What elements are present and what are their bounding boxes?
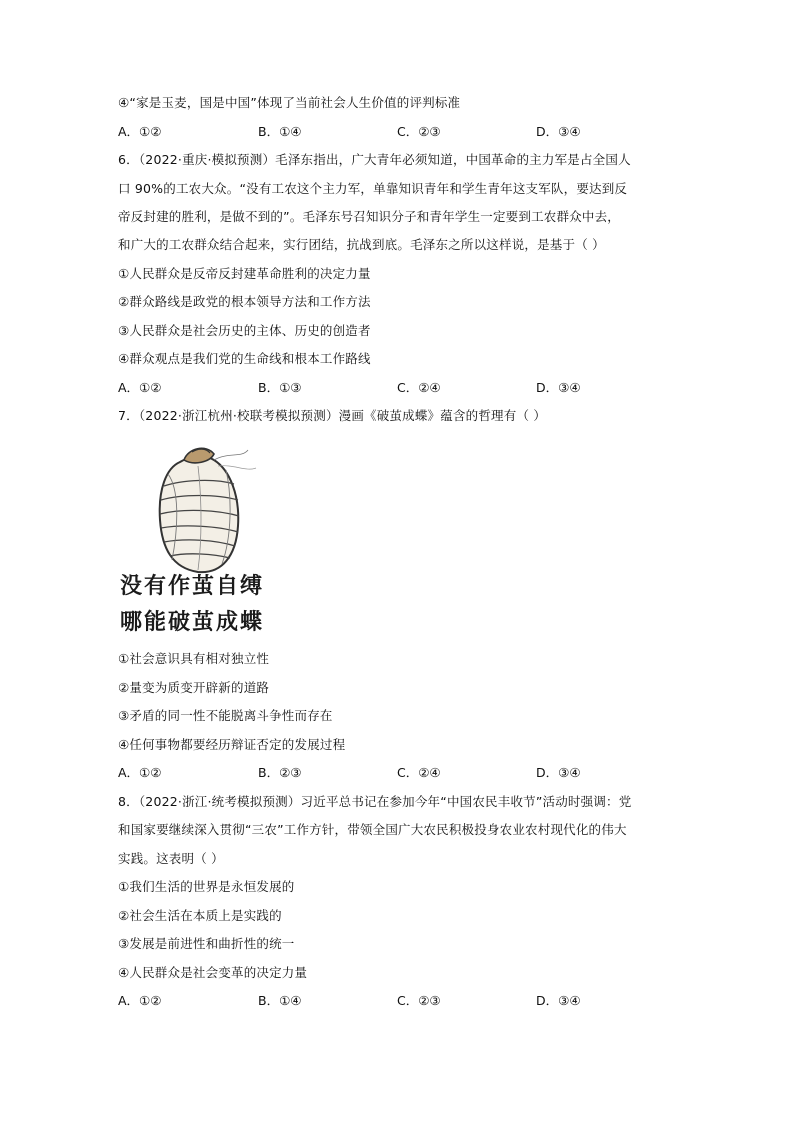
q5-options <box>118 123 678 141</box>
q6-stem-line-1: 6．（2022·重庆·模拟预测）毛泽东指出，广大青年必须知道，中国革命的主力军是占全国人 <box>118 152 631 167</box>
q7-options <box>118 764 678 782</box>
q7-stem: 7．（2022·浙江杭州·校联考模拟预测）漫画《破茧成蝶》蕴含的哲理有（ ） <box>118 408 547 423</box>
q5-statement-4: ④“家是玉麦，国是中国”体现了当前社会人生价值的评判标准 <box>118 95 461 110</box>
q7-statement-1: ①社会意识具有相对独立性 <box>118 651 270 666</box>
q7-option-d[interactable]: D．③④ <box>536 765 581 780</box>
q6-statement-1: ①人民群众是反帝反封建革命胜利的决定力量 <box>118 266 371 281</box>
q8-stem-line-3: 实践。这表明（ ） <box>118 851 224 866</box>
q5-option-c[interactable]: C．②③ <box>397 124 441 139</box>
q5-option-b[interactable]: B．①④ <box>258 124 302 139</box>
q7-statement-2: ②量变为质变开辟新的道路 <box>118 680 270 695</box>
q6-stem-line-3: 帝反封建的胜利，是做不到的”。毛泽东号召知识分子和青年学生一定要到工农群众中去， <box>118 209 620 224</box>
q6-statement-2: ②群众路线是政党的根本领导方法和工作方法 <box>118 294 371 309</box>
q8-stem-line-2: 和国家要继续深入贯彻“三农”工作方针，带领全国广大农民积极投身农业农村现代化的伟大 <box>118 822 627 837</box>
q7-option-a[interactable]: A．①② <box>118 765 162 780</box>
q8-option-d[interactable]: D．③④ <box>536 993 581 1008</box>
q5-option-a[interactable]: A．①② <box>118 124 162 139</box>
q8-option-b[interactable]: B．①④ <box>258 993 302 1008</box>
q7-option-c[interactable]: C．②④ <box>397 765 441 780</box>
q6-stem-line-4: 和广大的工农群众结合起来，实行团结，抗战到底。毛泽东之所以这样说，是基于（ ） <box>118 237 605 252</box>
q6-statement-4: ④群众观点是我们党的生命线和根本工作路线 <box>118 351 371 366</box>
q8-stem-line-1: 8．（2022·浙江·统考模拟预测）习近平总书记在参加今年“中国农民丰收节”活动时强调：党 <box>118 794 632 809</box>
q6-option-b[interactable]: B．①③ <box>258 380 302 395</box>
comic-caption-line-1: 没有作茧自缚 <box>120 574 265 599</box>
q7-statement-3: ③矛盾的同一性不能脱离斗争性而存在 <box>118 708 333 723</box>
q6-stem-line-2: 口 90%的工农大众。“没有工农这个主力军，单靠知识青年和学生青年这支军队，要达到反 <box>118 181 628 196</box>
q8-statement-4: ④人民群众是社会变革的决定力量 <box>118 965 308 980</box>
q7-option-b[interactable]: B．②③ <box>258 765 302 780</box>
q8-option-c[interactable]: C．②③ <box>397 993 441 1008</box>
q8-statement-1: ①我们生活的世界是永恒发展的 <box>118 879 295 894</box>
q8-option-a[interactable]: A．①② <box>118 993 162 1008</box>
q6-options <box>118 379 678 397</box>
q8-statement-3: ③发展是前进性和曲折性的统一 <box>118 936 295 951</box>
q6-option-a[interactable]: A．①② <box>118 380 162 395</box>
q8-statement-2: ②社会生活在本质上是实践的 <box>118 908 282 923</box>
q6-statement-3: ③人民群众是社会历史的主体、历史的创造者 <box>118 323 371 338</box>
q6-option-d[interactable]: D．③④ <box>536 380 581 395</box>
q8-options <box>118 992 678 1010</box>
comic-caption-line-2: 哪能破茧成蝶 <box>120 610 265 635</box>
q7-statement-4: ④任何事物都要经历辩证否定的发展过程 <box>118 737 346 752</box>
q5-option-d[interactable]: D．③④ <box>536 124 581 139</box>
q6-option-c[interactable]: C．②④ <box>397 380 441 395</box>
